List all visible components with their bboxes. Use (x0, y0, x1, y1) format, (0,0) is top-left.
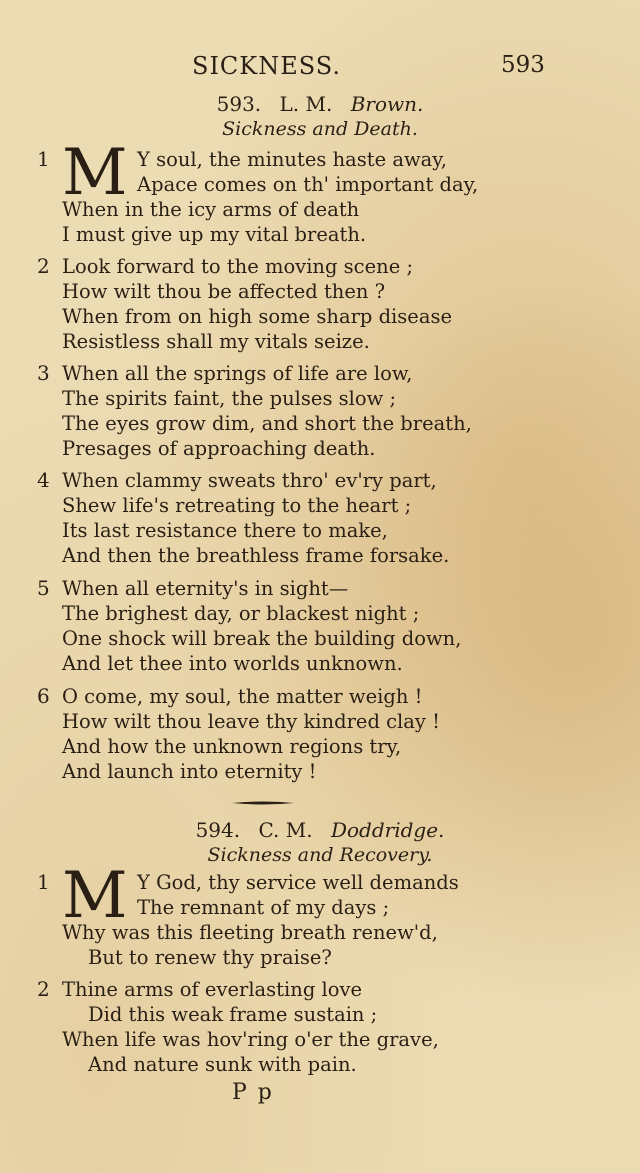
verse-line: And nature sunk with pain. (88, 1053, 357, 1076)
hymn-meter: L. M. (279, 92, 333, 116)
signature-mark: P p (232, 1080, 274, 1105)
verse-line: And launch into eternity ! (62, 760, 317, 783)
verse-line: The brighest day, or blackest night ; (62, 602, 420, 625)
hymn-author: Brown. (350, 92, 424, 116)
verse-line: Did this weak frame sustain ; (88, 1003, 378, 1026)
verse-line: Apace comes on th' important day, (137, 173, 479, 196)
hymn-number: 593. (216, 92, 262, 116)
running-head-title: SICKNESS. (192, 52, 341, 80)
verse-line: Why was this fleeting breath renew'd, (62, 921, 438, 944)
verse-line: The spirits faint, the pulses slow ; (62, 387, 397, 410)
verse-line: How wilt thou leave thy kindred clay ! (62, 710, 440, 733)
section-divider-ornament (232, 801, 294, 805)
running-head (0, 52, 640, 82)
verse-line: When from on high some sharp disease (62, 305, 453, 328)
hymn-594-subtitle: Sickness and Recovery. (207, 844, 433, 866)
drop-cap: M (62, 859, 128, 933)
verse-line: One shock will break the building down, (62, 627, 462, 650)
verse-line: When life was hov'ring o'er the grave, (62, 1028, 439, 1051)
verse-line: Resistless shall my vitals seize. (62, 330, 370, 353)
drop-cap: M (62, 136, 128, 210)
verse-line: And let thee into worlds unknown. (62, 652, 403, 675)
stanza-number: 2 (37, 254, 50, 278)
stanza-number: 5 (37, 576, 50, 600)
verse-line: How wilt thou be affected then ? (62, 280, 386, 303)
verse-line: Presages of approaching death. (62, 437, 376, 460)
verse-line: O come, my soul, the matter weigh ! (62, 685, 423, 708)
hymn-meter: C. M. (258, 818, 313, 842)
verse-line: When in the icy arms of death (62, 198, 360, 221)
page-number: 593 (501, 52, 545, 78)
verse-line: Look forward to the moving scene ; (62, 255, 414, 278)
hymn-594-heading (0, 818, 640, 842)
verse-line: I must give up my vital breath. (62, 223, 367, 246)
stanza-number: 2 (37, 977, 50, 1001)
verse-line: The remnant of my days ; (137, 896, 390, 919)
hymn-author: Doddridge. (330, 818, 445, 842)
stanza-number: 3 (37, 361, 50, 385)
hymn-number: 594. (195, 818, 241, 842)
stanza-number: 4 (37, 468, 50, 492)
verse-line: Its last resistance there to make, (62, 519, 388, 542)
stanza-number: 6 (37, 684, 50, 708)
hymn-593-subtitle: Sickness and Death. (222, 118, 418, 140)
verse-line: Shew life's retreating to the heart ; (62, 494, 412, 517)
verse-line: When all eternity's in sight— (62, 577, 349, 600)
verse-line: And then the breathless frame forsake. (62, 544, 450, 567)
hymn-593-heading (0, 92, 640, 116)
verse-line: Thine arms of everlasting love (62, 978, 363, 1001)
verse-line: Y God, thy service well demands (137, 871, 459, 894)
verse-line: But to renew thy praise? (88, 946, 332, 969)
stanza-number: 1 (37, 147, 50, 171)
stanza-number: 1 (37, 870, 50, 894)
verse-line: The eyes grow dim, and short the breath, (62, 412, 472, 435)
verse-line: Y soul, the minutes haste away, (137, 148, 447, 171)
verse-line: When all the springs of life are low, (62, 362, 413, 385)
verse-line: When clammy sweats thro' ev'ry part, (62, 469, 437, 492)
verse-line: And how the unknown regions try, (62, 735, 402, 758)
